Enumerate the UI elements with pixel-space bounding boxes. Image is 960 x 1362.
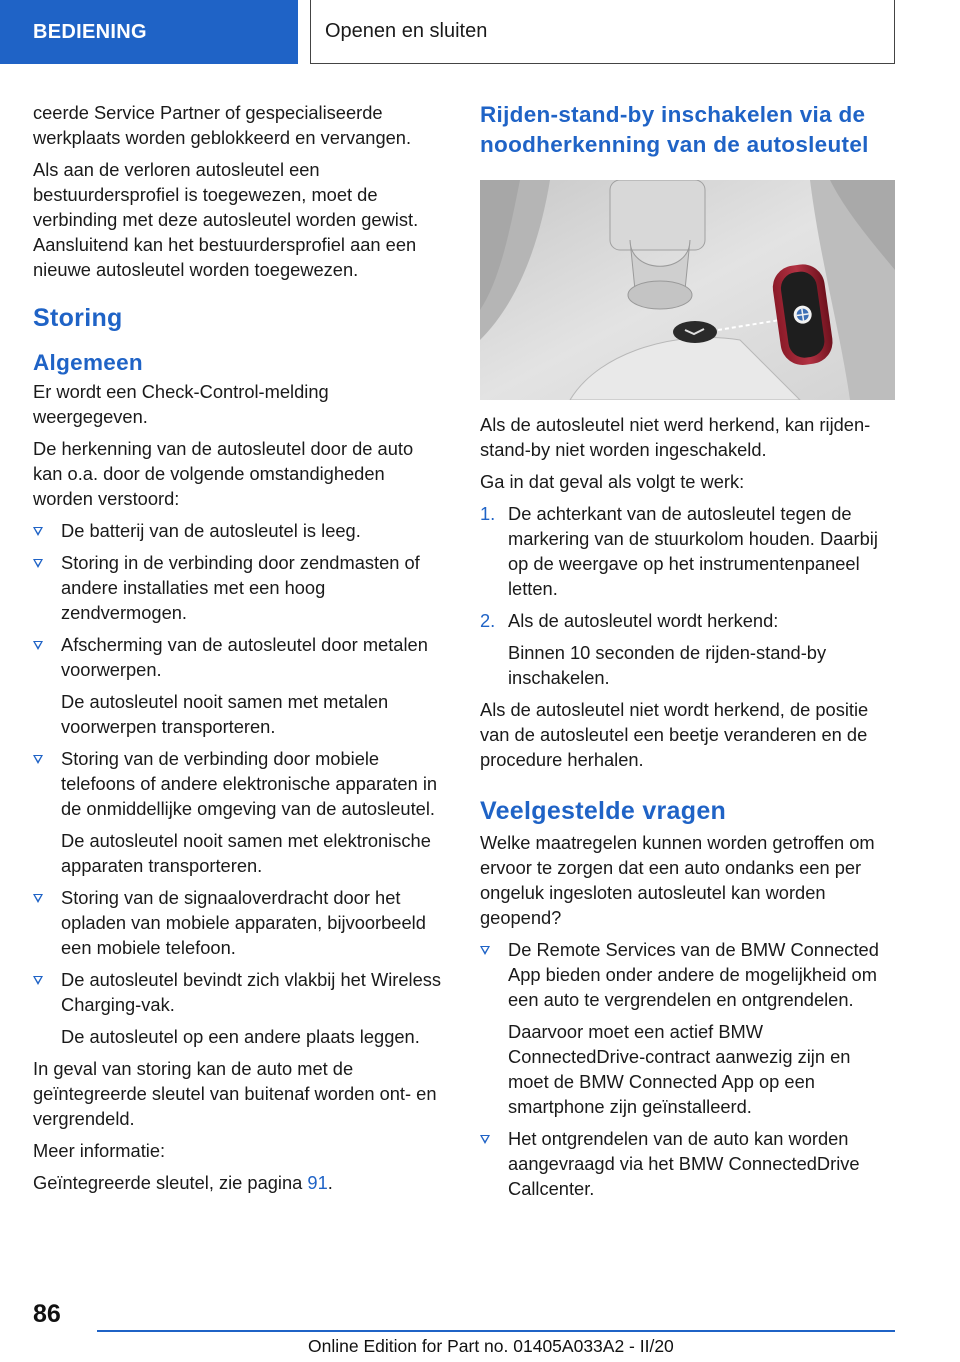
list-item-text: Storing van de verbinding door mobiele telefoons of andere elektronische apparaten in de onmiddellijke omgeving van de autosleutel.: [61, 748, 438, 819]
list-item-note: De autosleutel nooit samen met metalen voorwerpen transporteren.: [61, 691, 389, 737]
triangle-bullet-icon: [33, 527, 43, 536]
body-paragraph: Er wordt een Check-Control-melding weergegeven.: [33, 381, 329, 427]
body-paragraph: Als de autosleutel niet wordt herkend, de positie van de autosleutel een beetje veranderen en de procedure herhalen.: [480, 699, 869, 770]
triangle-bullet-icon: [33, 976, 43, 985]
procedure-steps: [480, 501, 896, 690]
footer-divider: [97, 1330, 895, 1332]
chapter-header: [310, 0, 895, 64]
footer-edition: Online Edition for Part no. 01405A033A2 - II/20: [308, 1336, 674, 1356]
cross-reference-end: .: [327, 1172, 333, 1193]
page-number: 86: [33, 1300, 61, 1328]
faq-answers-list: [480, 937, 896, 1201]
body-paragraph: De herkenning van de autosleutel door de auto kan o.a. door de volgende omstandigheden worden verstoord:: [33, 438, 414, 509]
list-item-text: De autosleutel bevindt zich vlakbij het Wireless Charging-vak.: [61, 969, 442, 1015]
list-item: [33, 518, 447, 543]
triangle-bullet-icon: [480, 1135, 490, 1144]
triangle-bullet-icon: [33, 641, 43, 650]
body-paragraph: Meer informatie:: [33, 1140, 166, 1161]
triangle-bullet-icon: [33, 559, 43, 568]
heading-faq: Veelgestelde vragen: [480, 797, 727, 825]
list-item-note: Daarvoor moet een actief BMW ConnectedDrive-contract aanwezig zijn en moet de BMW Connected App op een smartphone zijn geïnstalleerd.: [508, 1021, 851, 1117]
section-label: BEDIENING: [33, 20, 147, 43]
list-item-text: De Remote Services van de BMW Connected App bieden onder andere de mogelijkheid om een auto te vergrendelen en ontgrendelen.: [508, 939, 879, 1010]
heading-storing: Storing: [33, 304, 123, 332]
body-paragraph: Welke maatregelen kunnen worden getroffen om ervoor te zorgen dat een auto ondanks een per ongeluk ingesloten autosleutel kan worden geopend?: [480, 832, 875, 928]
heading-algemeen: Algemeen: [33, 350, 143, 375]
disruption-list: [33, 518, 447, 1049]
list-item: [480, 1126, 896, 1201]
list-item-text: Het ontgrendelen van de auto kan worden aangevraagd via het BMW ConnectedDrive Callcenter.: [508, 1128, 860, 1199]
step-text: Als de autosleutel wordt herkend:: [508, 610, 779, 631]
list-item-note: De autosleutel op een andere plaats leggen.: [61, 1026, 420, 1047]
list-item-text: Afscherming van de autosleutel door metalen voorwerpen.: [61, 634, 428, 680]
list-item-text: Storing van de signaaloverdracht door het opladen van mobiele apparaten, bijvoorbeeld een mobiele telefoon.: [61, 887, 426, 958]
triangle-bullet-icon: [480, 946, 490, 955]
heading-standby: Rijden-stand-by inschakelen via de noodherkenning van de autosleutel: [480, 102, 869, 157]
step-number: 2.: [480, 610, 496, 631]
list-item: [33, 746, 447, 878]
list-item-text: Storing in de verbinding door zendmasten of andere installaties met een hoog zendvermogen.: [61, 552, 420, 623]
triangle-bullet-icon: [33, 755, 43, 764]
section-tab: [0, 0, 298, 64]
step-note: Binnen 10 seconden de rijden-stand-by inschakelen.: [508, 642, 827, 688]
left-column: [33, 100, 447, 1202]
list-item: [33, 967, 447, 1049]
list-item-text: De batterij van de autosleutel is leeg.: [61, 520, 361, 541]
cross-reference-text: Geïntegreerde sleutel, zie pagina: [33, 1172, 308, 1193]
intro-paragraph: ceerde Service Partner of gespecialiseerde werkplaats worden geblokkeerd en vervangen.: [33, 102, 412, 148]
list-item: [33, 550, 447, 625]
triangle-bullet-icon: [33, 894, 43, 903]
step-item: [480, 608, 896, 690]
chapter-label: Openen en sluiten: [325, 20, 488, 42]
list-item: [33, 885, 447, 960]
intro-paragraph: Als aan de verloren autosleutel een bestuurdersprofiel is toegewezen, moet de verbinding met deze autosleutel worden gewist. Aansluitend kan het bestuurdersprofiel aan een nieuwe autosleutel worden toegewezen.: [33, 159, 419, 280]
step-number: 1.: [480, 503, 496, 524]
list-item-note: De autosleutel nooit samen met elektronische apparaten transporteren.: [61, 830, 431, 876]
body-paragraph: Als de autosleutel niet werd herkend, kan rijden-stand-by niet worden ingeschakeld.: [480, 414, 871, 460]
list-item: [33, 632, 447, 739]
step-item: [480, 501, 896, 601]
cross-reference: [33, 1170, 447, 1195]
body-paragraph: In geval van storing kan de auto met de geïntegreerde sleutel van buitenaf worden ont- en vergrendeld.: [33, 1058, 437, 1129]
right-column: [480, 100, 896, 1208]
step-text: De achterkant van de autosleutel tegen de markering van de stuurkolom houden. Daarbij op de weergave op het instrumentenpaneel letten.: [508, 503, 878, 599]
page-link[interactable]: 91: [307, 1172, 328, 1193]
list-item: [480, 937, 896, 1119]
key-steering-column-illustration: [480, 180, 895, 400]
body-paragraph: Ga in dat geval als volgt te werk:: [480, 471, 745, 492]
